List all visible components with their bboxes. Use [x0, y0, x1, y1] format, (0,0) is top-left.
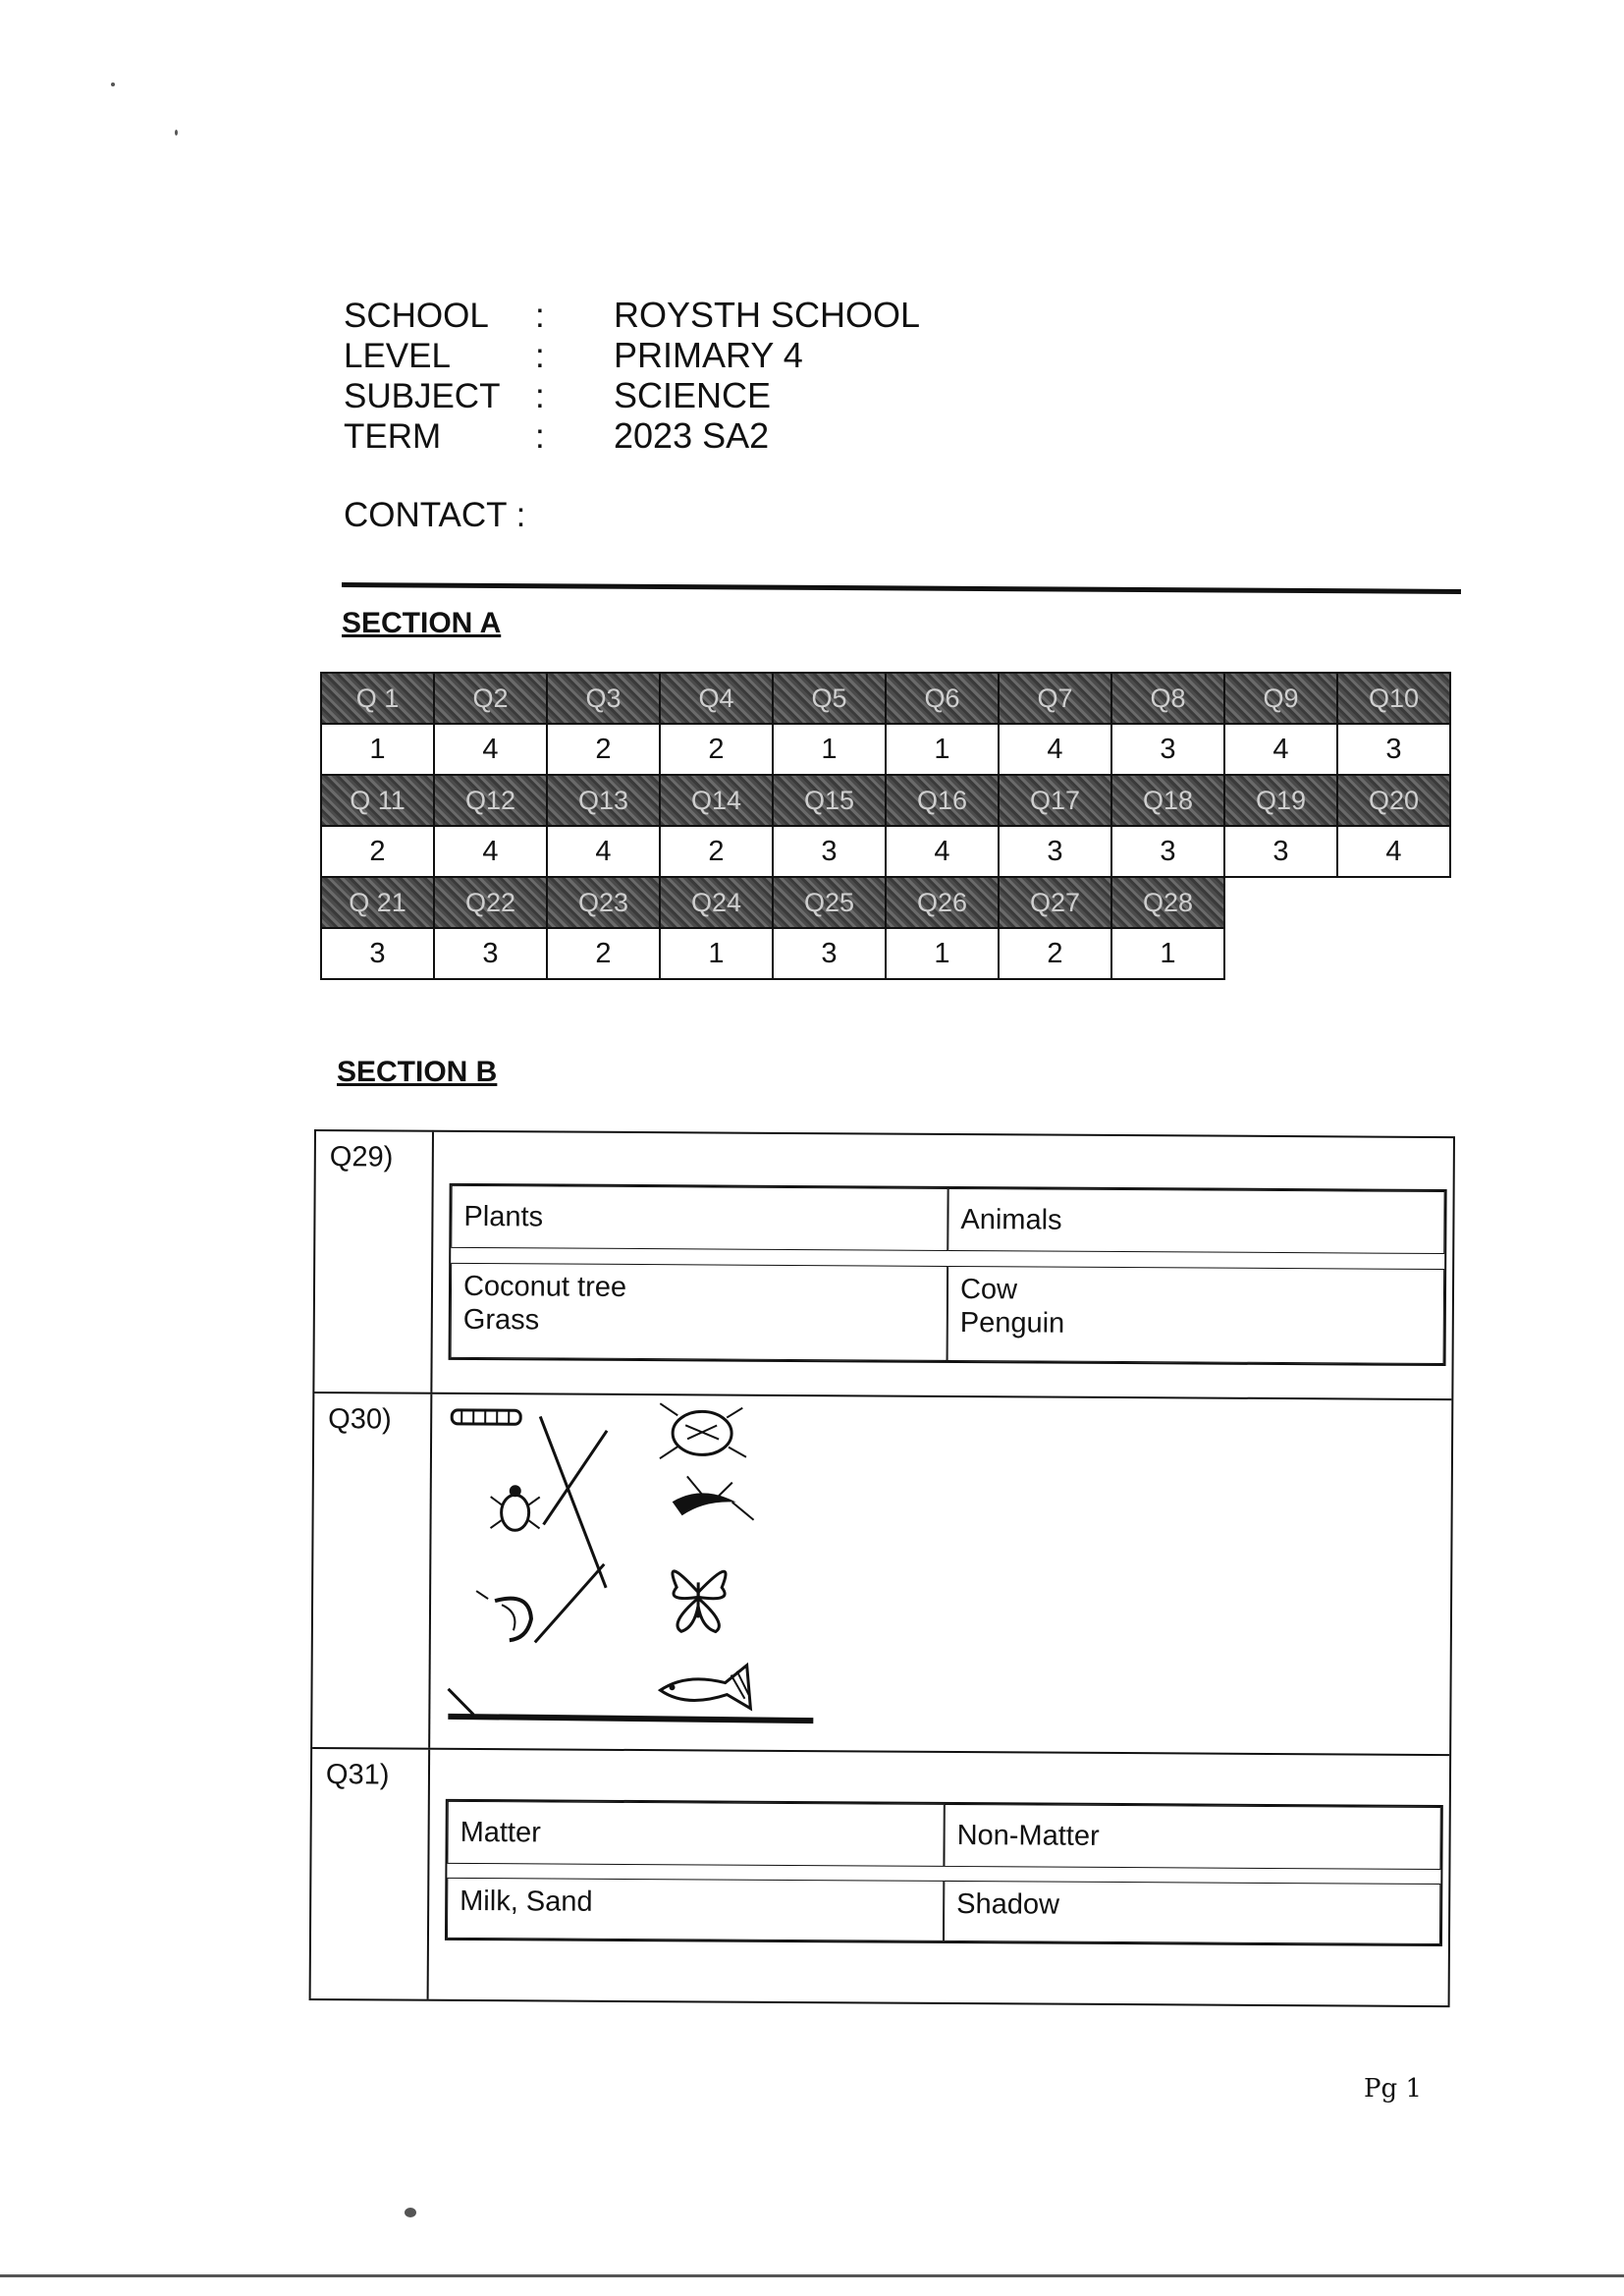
scan-edge-line [0, 2274, 1624, 2277]
info-row-level [344, 335, 920, 375]
q30-row [312, 1394, 1451, 1756]
ladybird-icon [491, 1485, 540, 1530]
q29-row [314, 1131, 1453, 1400]
answer-row [320, 927, 1449, 978]
shrimp-icon [476, 1591, 531, 1640]
non-matter-list: Shadow [944, 1881, 1440, 1944]
question-number-cell: Q17 [998, 774, 1112, 827]
question-number-cell: Q 11 [320, 774, 435, 827]
answer-row [320, 723, 1449, 774]
header-divider [342, 582, 1461, 594]
q31-row [311, 1749, 1450, 2005]
question-number-cell: Q2 [433, 672, 548, 725]
info-colon: : [535, 297, 545, 335]
answer-cell: 4 [433, 723, 548, 776]
answer-cell: 3 [772, 825, 887, 878]
section-a-answer-grid [320, 672, 1449, 978]
scan-speck [111, 82, 115, 86]
answer-cell: 1 [885, 927, 1000, 980]
info-colon: : [535, 377, 545, 415]
q29-label: Q29) [314, 1131, 434, 1393]
info-colon: : [535, 417, 545, 456]
info-row-subject [344, 375, 920, 415]
q29-answer [432, 1132, 1453, 1398]
q30-matching-drawing [440, 1394, 854, 1741]
answer-cell: 4 [546, 825, 661, 878]
answer-cell: 1 [772, 723, 887, 776]
question-number-cell: Q14 [659, 774, 774, 827]
question-number-cell: Q22 [433, 876, 548, 929]
question-number-cell: Q24 [659, 876, 774, 929]
answer-cell: 1 [1110, 927, 1225, 980]
question-number-cell: Q28 [1110, 876, 1225, 929]
question-number-cell: Q15 [772, 774, 887, 827]
answer-cell: 2 [546, 927, 661, 980]
question-number-cell: Q18 [1110, 774, 1225, 827]
answer-cell: 4 [433, 825, 548, 878]
info-row-school [344, 295, 920, 335]
answer-cell: 3 [320, 927, 435, 980]
matter-header: Matter [447, 1801, 944, 1867]
header-info [344, 295, 920, 456]
answer-cell: 1 [659, 927, 774, 980]
info-value: PRIMARY 4 [614, 335, 803, 375]
answer-cell: 3 [1336, 723, 1451, 776]
answer-cell: 3 [1223, 825, 1338, 878]
section-b-title: SECTION B [337, 1056, 498, 1088]
matching-lines [448, 1416, 815, 1721]
answer-cell: 4 [1223, 723, 1338, 776]
question-number-cell: Q4 [659, 672, 774, 725]
animals-list: Cow Penguin [947, 1266, 1445, 1364]
matter-list: Milk, Sand [447, 1878, 944, 1941]
question-number-cell: Q 21 [320, 876, 435, 929]
info-label: LEVEL [344, 337, 451, 375]
question-number-row [320, 672, 1449, 723]
question-number-cell: Q16 [885, 774, 1000, 827]
info-value: 2023 SA2 [614, 415, 770, 456]
question-number-cell: Q9 [1223, 672, 1338, 725]
answer-cell: 2 [659, 723, 774, 776]
q29-classification-table [449, 1183, 1447, 1366]
q30-answer [430, 1394, 1451, 1754]
info-value: SCIENCE [614, 375, 772, 415]
question-number-cell: Q6 [885, 672, 1000, 725]
question-number-cell: Q7 [998, 672, 1112, 725]
q31-classification-table [445, 1799, 1443, 1946]
scan-speck [405, 2208, 416, 2217]
question-number-row [320, 774, 1449, 825]
answer-cell: 3 [998, 825, 1112, 878]
answer-cell: 4 [998, 723, 1112, 776]
fish-icon [660, 1665, 750, 1709]
caterpillar-icon [452, 1410, 520, 1424]
butterfly-icon [673, 1571, 726, 1632]
answer-cell: 2 [320, 825, 435, 878]
question-number-cell: Q8 [1110, 672, 1225, 725]
question-number-cell: Q 1 [320, 672, 435, 725]
answer-cell: 2 [546, 723, 661, 776]
question-number-cell: Q10 [1336, 672, 1451, 725]
question-number-cell: Q12 [433, 774, 548, 827]
info-label: TERM [344, 417, 442, 456]
q31-label: Q31) [311, 1749, 431, 1999]
animals-header: Animals [947, 1188, 1444, 1254]
plants-list: Coconut tree Grass [451, 1263, 948, 1361]
section-b-table [309, 1129, 1455, 2007]
section-a-title: SECTION A [342, 607, 502, 639]
info-value: ROYSTH SCHOOL [614, 295, 921, 335]
q31-answer [429, 1750, 1450, 2005]
question-number-cell: Q19 [1223, 774, 1338, 827]
answer-cell: 3 [433, 927, 548, 980]
answer-cell: 2 [659, 825, 774, 878]
info-label: SCHOOL [344, 297, 489, 335]
question-number-cell: Q5 [772, 672, 887, 725]
info-label: SUBJECT [344, 377, 501, 415]
answer-cell: 1 [320, 723, 435, 776]
info-row-term [344, 415, 920, 456]
question-number-cell: Q13 [546, 774, 661, 827]
plants-header: Plants [451, 1185, 947, 1251]
question-number-row [320, 876, 1449, 927]
contact-label: CONTACT : [344, 496, 526, 534]
answer-cell: 2 [998, 927, 1112, 980]
answer-cell: 4 [1336, 825, 1451, 878]
answer-cell: 4 [885, 825, 1000, 878]
answer-cell: 3 [1110, 825, 1225, 878]
question-number-cell: Q27 [998, 876, 1112, 929]
mosquito-icon [673, 1476, 754, 1520]
scan-speck [175, 130, 178, 136]
answer-cell: 3 [1110, 723, 1225, 776]
q30-label: Q30) [312, 1394, 432, 1748]
answer-cell: 1 [885, 723, 1000, 776]
question-number-cell: Q26 [885, 876, 1000, 929]
question-number-cell: Q3 [546, 672, 661, 725]
question-number-cell: Q25 [772, 876, 887, 929]
non-matter-header: Non-Matter [944, 1804, 1440, 1870]
question-number-cell: Q23 [546, 876, 661, 929]
answer-row [320, 825, 1449, 876]
info-colon: : [535, 337, 545, 375]
page-number: Pg 1 [1364, 2074, 1422, 2104]
answer-cell: 3 [772, 927, 887, 980]
beetle-icon [660, 1403, 746, 1459]
question-number-cell: Q20 [1336, 774, 1451, 827]
